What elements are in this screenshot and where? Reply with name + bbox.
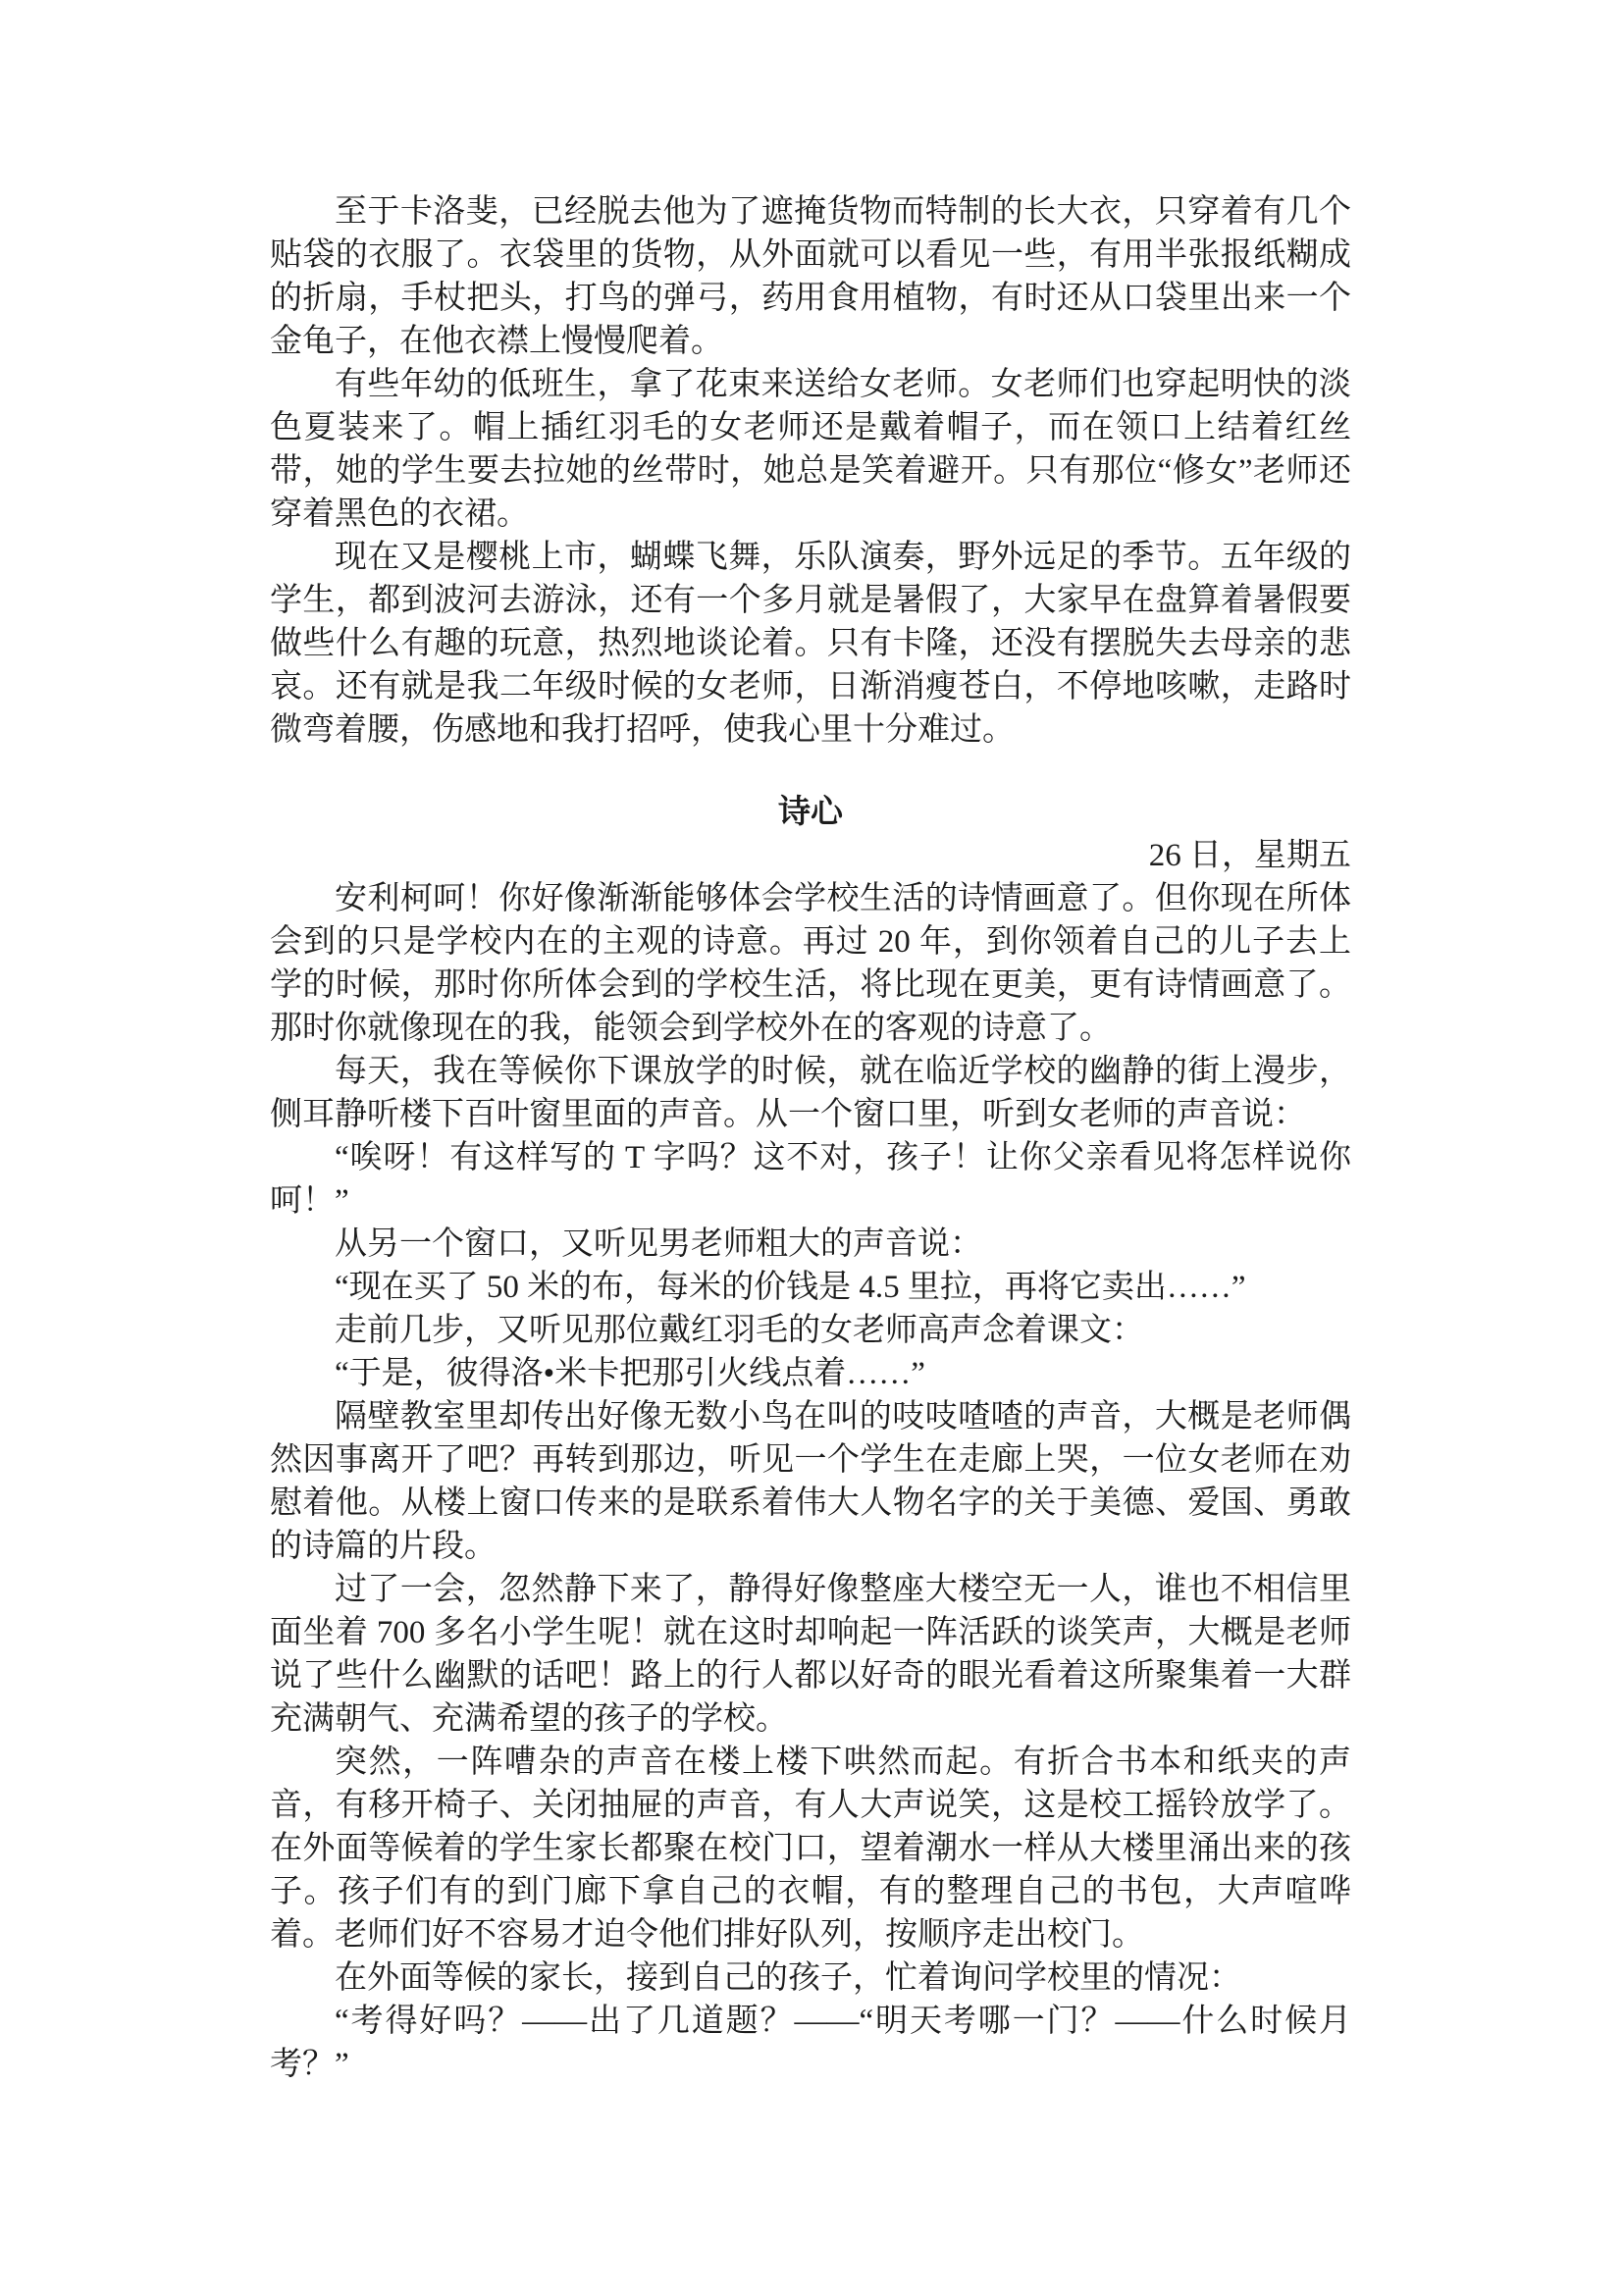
paragraph: 突然，一阵嘈杂的声音在楼上楼下哄然而起。有折合书本和纸夹的声音，有移开椅子、关闭抽屉的声音，有人大声说笑，这是校工摇铃放学了。在外面等候着的学生家长都聚在校门口，望着潮水一样从大楼里涌出来的孩子。孩子们有的到门廊下拿自己的衣帽，有的整理自己的书包，大声喧哗着。老师们好不容易才迫令他们排好队列，按顺序走出校门。 [270,1745,1351,1953]
dialogue-paragraph: “考得好吗？——出了几道题？——“明天考哪一门？——什么时候月考？” [270,2004,1351,2082]
paragraph: 每天，我在等候你下课放学的时候，就在临近学校的幽静的街上漫步，侧耳静听楼下百叶窗里面的声音。从一个窗口里，听到女老师的声音说： [270,1054,1351,1132]
paragraph: 有些年幼的低班生，拿了花束来送给女老师。女老师们也穿起明快的淡色夏装来了。帽上插红羽毛的女老师还是戴着帽子，而在领口上结着红丝带，她的学生要去拉她的丝带时，她总是笑着避开。只有那位“修女”老师还穿着黑色的衣裙。 [270,367,1351,532]
paragraph: 安利柯呵！你好像渐渐能够体会学校生活的诗情画意了。但你现在所体会到的只是学校内在的主观的诗意。再过 20 年，到你领着自己的儿子去上学的时候，那时你所体会到的学校生活，将比现在更美，更有诗情画意了。那时你就像现在的我，能领会到学校外在的客观的诗意了。 [270,881,1351,1046]
dialogue-paragraph: “唉呀！有这样写的 T 字吗？这不对，孩子！让你父亲看见将怎样说你呵！” [270,1140,1351,1219]
paragraph: 现在又是樱桃上市，蝴蝶飞舞，乐队演奏，野外远足的季节。五年级的学生，都到波河去游泳，还有一个多月就是暑假了，大家早在盘算着暑假要做些什么有趣的玩意，热烈地谈论着。只有卡隆，还没有摆脱失去母亲的悲哀。还有就是我二年级时候的女老师，日渐消瘦苍白，不停地咳嗽，走路时微弯着腰，伤感地和我打招呼，使我心里十分难过。 [270,540,1351,748]
chapter-heading: 诗心 [778,795,843,830]
text-column [270,190,1351,2086]
paragraph: 至于卡洛斐，已经脱去他为了遮掩货物而特制的长大衣，只穿着有几个贴袋的衣服了。衣袋里的货物，从外面就可以看见一些，有用半张报纸糊成的折扇，手杖把头，打鸟的弹弓，药用食用植物，有时还从口袋里出来一个金龟子，在他衣襟上慢慢爬着。 [270,194,1351,359]
dialogue-paragraph: “现在买了 50 米的布，每米的价钱是 4.5 里拉，再将它卖出……” [335,1270,1246,1305]
paragraph: 在外面等候的家长，接到自己的孩子，忙着询问学校里的情况： [335,1960,1241,1996]
date-line: 26 日，星期五 [1148,838,1351,873]
paragraph: 过了一会，忽然静下来了，静得好像整座大楼空无一人，谁也不相信里面坐着 700 多名小学生呢！就在这时却响起一阵活跃的谈笑声，大概是老师说了些什么幽默的话吧！路上的行人都以好奇的眼光看着这所聚集着一大群充满朝气、充满希望的孩子的学校。 [270,1572,1351,1737]
paragraph: 走前几步，又听见那位戴红羽毛的女老师高声念着课文： [335,1313,1144,1348]
paragraph: 从另一个窗口，又听见男老师粗大的声音说： [335,1226,982,1262]
paragraph: 隔壁教室里却传出好像无数小鸟在叫的吱吱喳喳的声音，大概是老师偶然因事离开了吧？再转到那边，听见一个学生在走廊上哭，一位女老师在劝慰着他。从楼上窗口传来的是联系着伟大人物名字的关于美德、爱国、勇敢的诗篇的片段。 [270,1399,1351,1564]
dialogue-paragraph: “于是，彼得洛•米卡把那引火线点着……” [335,1356,925,1391]
